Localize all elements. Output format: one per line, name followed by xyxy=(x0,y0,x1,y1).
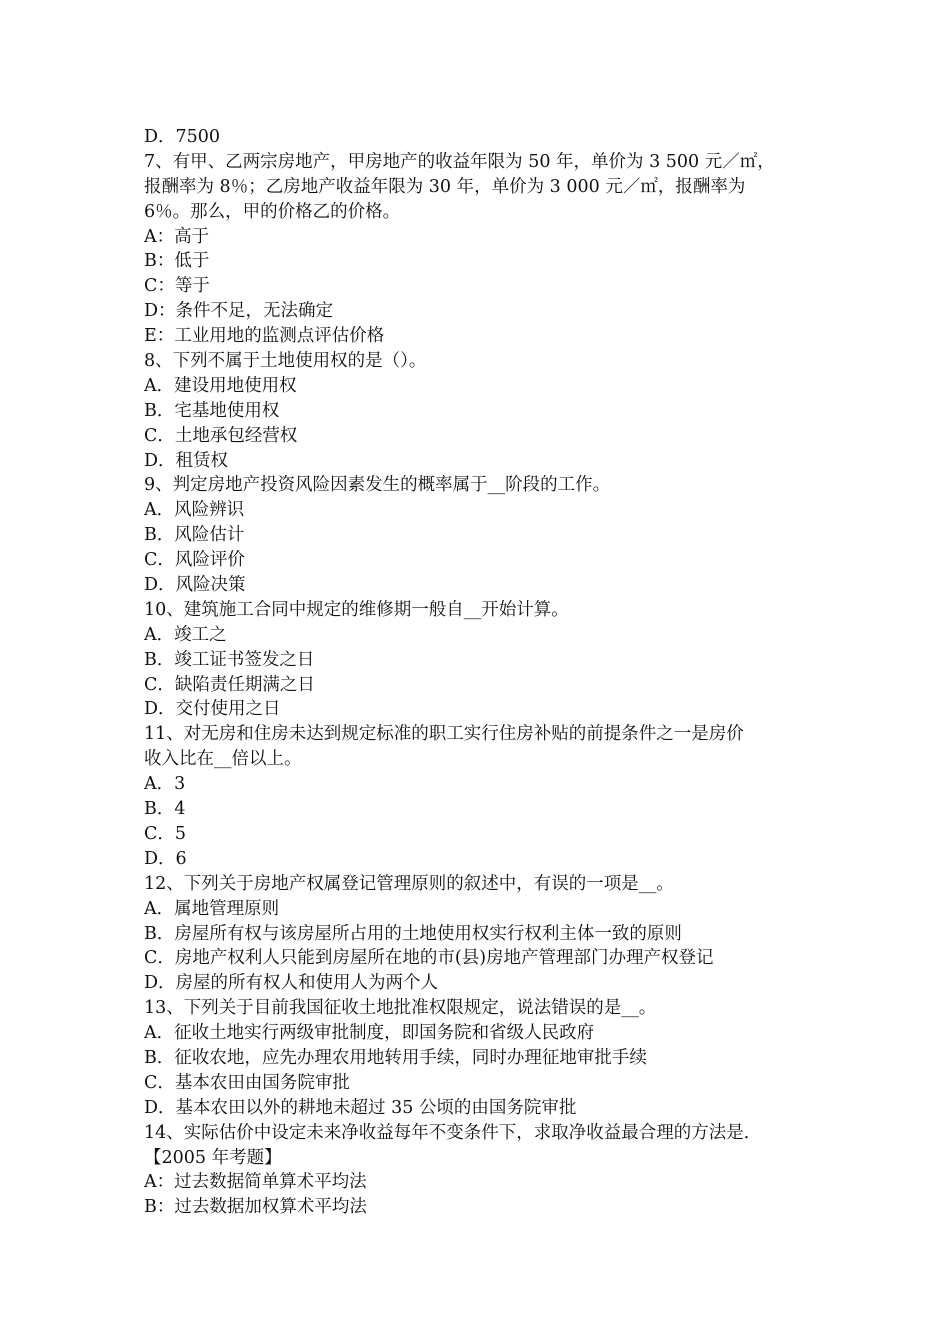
answer-option: B．竣工证书签发之日 xyxy=(144,649,315,670)
answer-option: A．竣工之 xyxy=(144,624,227,645)
answer-option: A．建设用地使用权 xyxy=(144,375,297,396)
answer-option: C．缺陷责任期满之日 xyxy=(144,674,315,695)
answer-option: D．7500 xyxy=(144,127,221,147)
answer-option: B．风险估计 xyxy=(144,525,245,546)
answer-option: B：过去数据加权算术平均法 xyxy=(144,1197,367,1218)
answer-option: A：高于 xyxy=(144,226,210,247)
question-text: 7、有甲、乙两宗房地产，甲房地产的收益年限为 50 年，单价为 3 500 元／㎡， xyxy=(144,151,775,172)
question-text: 报酬率为 8％；乙房地产收益年限为 30 年，单价为 3 000 元／㎡，报酬率为 xyxy=(144,176,746,197)
answer-option: B．4 xyxy=(144,799,186,820)
answer-option: B．房屋所有权与该房屋所占用的土地使用权实行权利主体一致的原则 xyxy=(144,923,682,944)
answer-option: B．宅基地使用权 xyxy=(144,400,280,421)
answer-option: C．基本农田由国务院审批 xyxy=(144,1072,350,1093)
question-text: 11、对无房和住房未达到规定标准的职工实行住房补贴的前提条件之一是房价 xyxy=(144,724,744,745)
answer-option: C．房地产权利人只能到房屋所在地的市(县)房地产管理部门办理产权登记 xyxy=(144,948,714,969)
answer-option: B．征收农地，应先办理农用地转用手续，同时办理征地审批手续 xyxy=(144,1047,647,1068)
answer-option: D．房屋的所有权人和使用人为两个人 xyxy=(144,973,439,994)
answer-option: C：等于 xyxy=(144,276,210,297)
answer-option: A．3 xyxy=(144,774,186,795)
answer-option: D．租赁权 xyxy=(144,450,229,471)
question-text: 14、实际估价中设定未来净收益每年不变条件下，求取净收益最合理的方法是． xyxy=(144,1122,762,1143)
answer-option: D．交付使用之日 xyxy=(144,699,281,720)
question-text: 9、判定房地产投资风险因素发生的概率属于__阶段的工作。 xyxy=(144,475,611,496)
answer-option: B：低于 xyxy=(144,251,210,272)
answer-option: D：条件不足，无法确定 xyxy=(144,301,334,322)
question-text: 13、下列关于目前我国征收土地批准权限规定，说法错误的是__。 xyxy=(144,998,657,1019)
answer-option: D．6 xyxy=(144,848,187,869)
answer-option: E：工业用地的监测点评估价格 xyxy=(144,326,385,347)
answer-option: A．风险辨识 xyxy=(144,500,245,521)
answer-option: A．属地管理原则 xyxy=(144,898,280,919)
answer-option: D．基本农田以外的耕地未超过 35 公顷的由国务院审批 xyxy=(144,1097,577,1118)
question-text: 【2005 年考题】 xyxy=(144,1147,282,1168)
answer-option: D．风险决策 xyxy=(144,575,246,596)
answer-option: C．土地承包经营权 xyxy=(144,425,298,446)
question-text: 收入比在__倍以上。 xyxy=(144,749,302,770)
answer-option: C．风险评价 xyxy=(144,550,245,571)
document-body xyxy=(144,125,814,1220)
answer-option: C．5 xyxy=(144,823,187,844)
question-text: 8、下列不属于土地使用权的是（）。 xyxy=(144,351,427,372)
question-text: 10、建筑施工合同中规定的维修期一般自__开始计算。 xyxy=(144,599,569,620)
question-text: 6％。那么，甲的价格乙的价格。 xyxy=(144,201,401,222)
question-text: 12、下列关于房地产权属登记管理原则的叙述中，有误的一项是__。 xyxy=(144,873,674,894)
answer-option: A：过去数据简单算术平均法 xyxy=(144,1172,367,1193)
answer-option: A．征收土地实行两级审批制度，即国务院和省级人民政府 xyxy=(144,1023,595,1044)
